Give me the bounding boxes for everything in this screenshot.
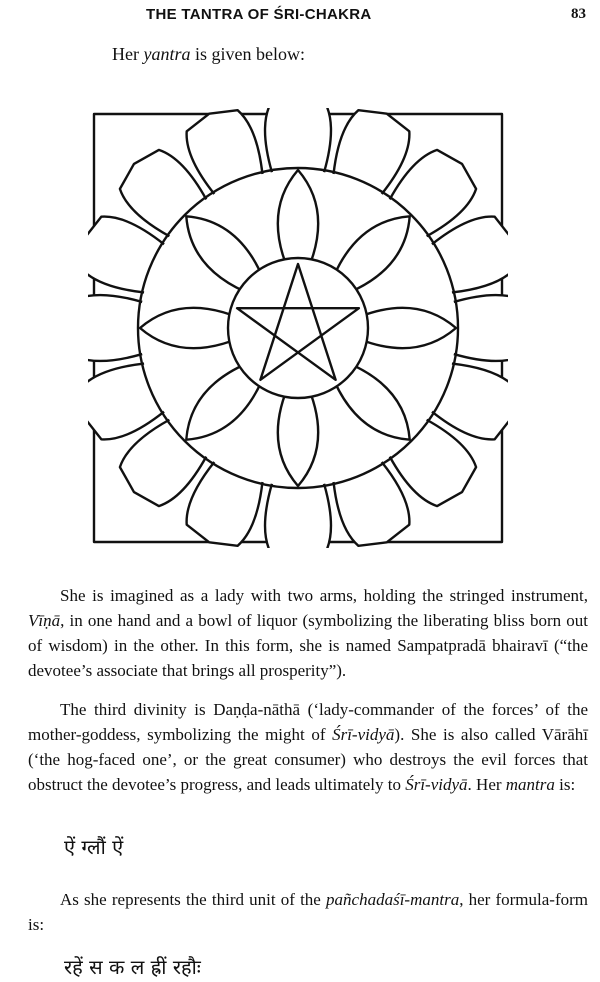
- outer-petal: [88, 364, 164, 440]
- outer-petal: [265, 108, 331, 172]
- outer-petal: [334, 462, 410, 546]
- outer-petal: [334, 110, 410, 194]
- outer-petal: [88, 217, 164, 293]
- p2-text-c: ). She is also called Vārāhī (‘the hog-faced one’, or the great consumer) who destroys the evil forces that obstruct the devotee’s progress, and leads ultimately to: [28, 725, 588, 794]
- paragraph-danda-natha: [28, 697, 588, 797]
- p1-text-a: She is imagined as a lady with two arms, holding the stringed instrument,: [60, 586, 588, 605]
- p2-term-srividya-2: Śrī-vidyā: [405, 775, 468, 794]
- outer-petal: [187, 462, 263, 546]
- yantra-inner-circle: [228, 258, 368, 398]
- page-number: 83: [571, 6, 586, 22]
- outer-petal: [432, 217, 508, 293]
- p1-text-c: , in one hand and a bowl of liquor (symbolizing the liberating bliss born out of wisdom) in the other. In this form, she is named Sampatpradā bhairavī (“the devotee’s associate that brings all prosperity”).: [28, 611, 588, 680]
- outer-petal: [454, 295, 508, 361]
- page-header: [0, 6, 600, 28]
- outer-petal: [187, 110, 263, 194]
- p2-term-mantra: mantra: [505, 775, 555, 794]
- paragraph-sampatprada: [28, 583, 588, 683]
- p3-text-a: As she represents the third unit of the: [60, 890, 327, 909]
- yantra-diagram: [88, 108, 508, 548]
- paragraph-formula: [28, 887, 588, 937]
- outer-petal: [88, 295, 142, 361]
- intro-text-start: Her: [112, 44, 144, 64]
- p2-term-srividya-1: Śrī-vidyā: [332, 725, 395, 744]
- intro-text-end: is given below:: [190, 44, 305, 64]
- running-head: THE TANTRA OF ŚRI-CHAKRA: [146, 6, 372, 23]
- p2-text-g: is:: [554, 775, 576, 794]
- intro-term-yantra: yantra: [143, 44, 191, 64]
- outer-petal: [265, 484, 331, 548]
- p2-text-a: The third divinity is Daṇḍa-nāthā (‘lady-commander of the forces’ of the mother-goddess, symbolizing the might of: [28, 700, 588, 744]
- p2-text-e: . Her: [467, 775, 506, 794]
- formula-form-mantra: रहें स क ल ह्रीं रहौः: [64, 955, 201, 979]
- yantra-intro-line: [112, 44, 305, 65]
- p3-term-panchadasi: pañchadaśī-mantra: [326, 890, 460, 909]
- outer-petal: [432, 364, 508, 440]
- varahi-mantra: ऐं ग्लौं ऐं: [64, 835, 124, 859]
- p1-term-vina: Vīṇā: [28, 611, 61, 630]
- p3-text-c: , her formula-form is:: [28, 890, 589, 934]
